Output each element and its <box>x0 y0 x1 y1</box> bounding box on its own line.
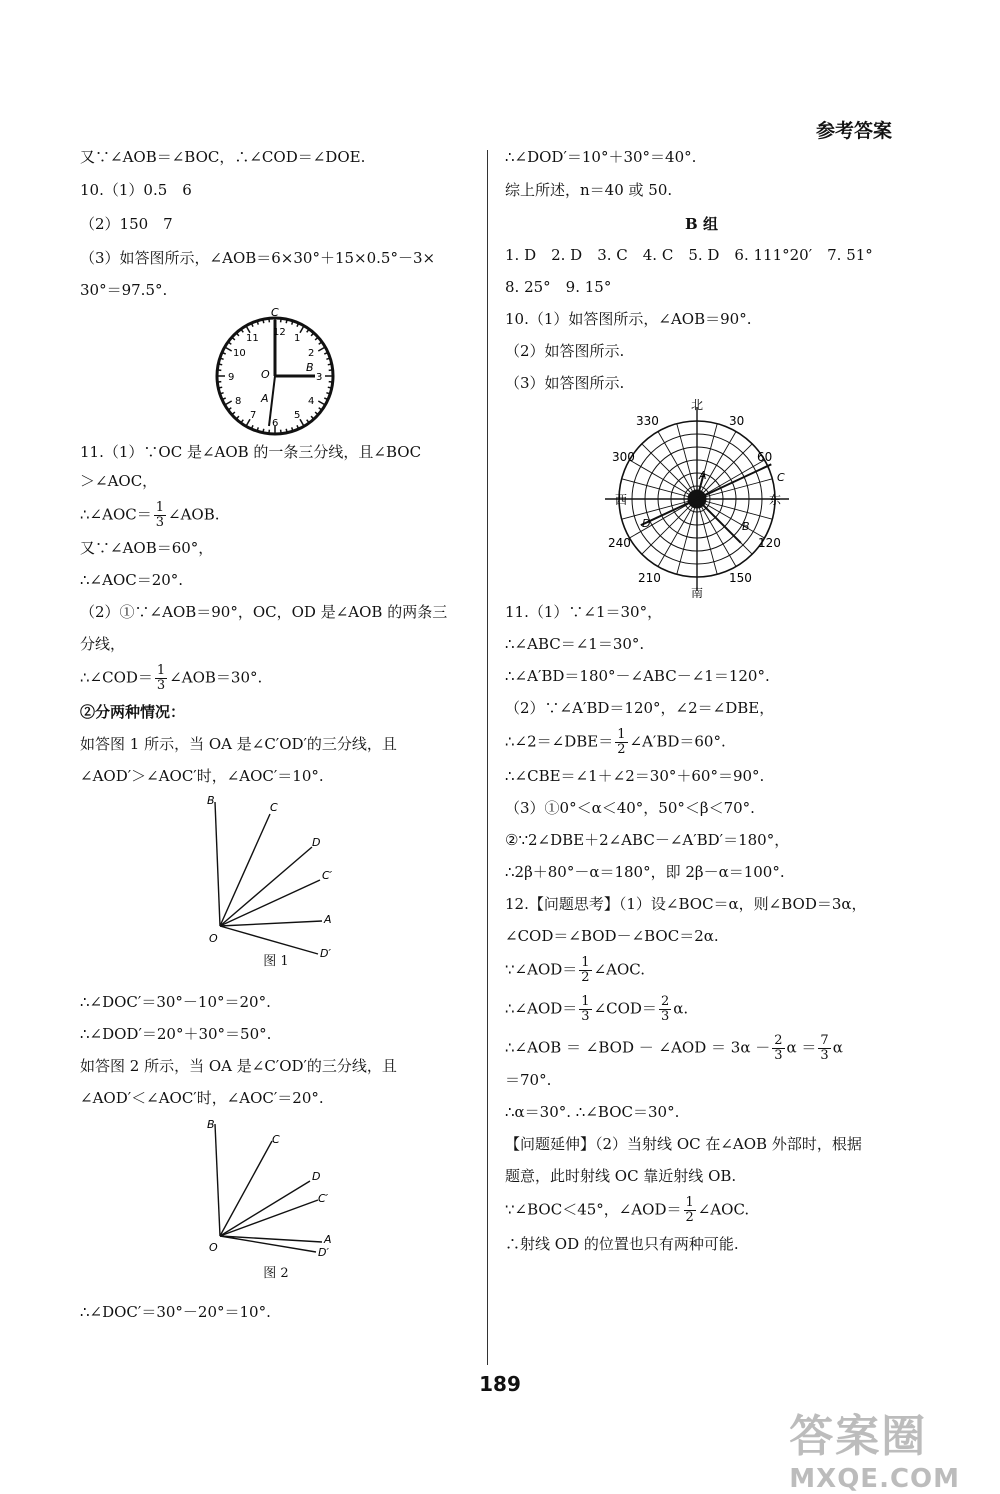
clock-tick <box>219 364 222 365</box>
clock-tick <box>237 334 239 336</box>
label-c-prime: C′ <box>322 869 333 882</box>
clock-label-c: C <box>271 306 279 319</box>
text-line: ∴∠ABC＝∠1＝30°. <box>505 635 898 654</box>
figure-caption: 图 2 <box>80 1264 472 1283</box>
answer-12-2: 【问题延伸】（2）当射线 OC 在∠AOB 外部时，根据 <box>505 1135 898 1154</box>
page-header: 参考答案 <box>816 116 892 143</box>
text-segment: ∠AOB＝30°. <box>169 669 262 687</box>
text-segment: ∠COD＝ <box>594 1000 657 1018</box>
clock-number: 12 <box>273 327 286 338</box>
text-line: ∴∠AOC＝20°. <box>80 571 472 590</box>
clock-number: 4 <box>308 396 314 407</box>
clock-tick <box>257 322 258 325</box>
angle-figure-2 <box>80 1116 472 1256</box>
clock-tick <box>233 338 235 340</box>
fraction: $\frac{1}{3}$ <box>155 664 167 693</box>
clock-number: 1 <box>294 333 300 344</box>
text-line: ∠COD＝∠BOD－∠BOC＝2α. <box>505 927 898 946</box>
text-segment: ∴∠2＝∠DBE＝ <box>505 733 613 751</box>
compass-east: 东 <box>769 493 781 507</box>
clock-number: 7 <box>250 410 256 421</box>
label-d-prime: D′ <box>318 1246 329 1259</box>
text-line <box>505 995 898 1024</box>
clock-tick <box>286 320 287 323</box>
label-o: O <box>209 1241 218 1254</box>
clock-tick <box>221 393 224 394</box>
compass-south: 南 <box>691 585 703 600</box>
fraction: $\frac{7}{3}$ <box>818 1034 830 1063</box>
degree-label: 150 <box>729 571 752 585</box>
text-line: ∠AOD′＜∠AOC′时，∠AOC′＝20°. <box>80 1089 472 1108</box>
ray-ob <box>215 802 220 926</box>
answer-11-1: 11.（1）∵OC 是∠AOB 的一条三分线，且∠BOC <box>80 443 472 462</box>
column-divider <box>487 150 488 1365</box>
clock-tick <box>247 327 251 333</box>
clock-tick <box>315 338 317 340</box>
clock-tick <box>307 420 309 422</box>
compass-west: 西 <box>615 493 627 507</box>
answer-10-1: 10.（1）如答图所示，∠AOB＝90°. <box>505 310 898 329</box>
clock-label-b: B <box>306 361 314 374</box>
clock-tick <box>252 324 253 327</box>
text-line: ∴2β＋80°－α＝180°，即 2β－α＝100°. <box>505 863 898 882</box>
answer-11-2: （2）∵∠A′BD＝120°，∠2＝∠DBE， <box>505 699 898 718</box>
text-line: 题意，此时射线 OC 靠近射线 OB. <box>505 1167 898 1186</box>
clock-number: 8 <box>235 396 241 407</box>
clock-tick <box>300 327 304 333</box>
clock-tick <box>328 387 331 388</box>
text-line <box>80 501 472 530</box>
answer-10-3: （3）如答图所示，∠AOB＝6×30°＋15×0.5°－3× <box>80 249 472 268</box>
text-line <box>505 728 898 757</box>
section-heading: B 组 <box>505 215 898 234</box>
text-line: ∴∠CBE＝∠1＋∠2＝30°＋60°＝90°. <box>505 767 898 786</box>
text-line: 又∵∠AOB＝∠BOC，∴∠COD＝∠DOE. <box>80 148 472 167</box>
label-c: C <box>272 1133 280 1146</box>
text-segment: ∴∠COD＝ <box>80 669 153 687</box>
label-d-prime: D′ <box>320 947 331 960</box>
answer-10-3: （3）如答图所示. <box>505 374 898 393</box>
label-b: B <box>207 794 215 807</box>
clock-tick <box>229 408 231 410</box>
clock-tick <box>319 343 321 345</box>
clock-tick <box>311 334 313 336</box>
degree-label: 120 <box>758 536 781 550</box>
text-line <box>505 956 898 985</box>
clock-tick <box>237 416 239 418</box>
angle-figure-1 <box>80 794 472 944</box>
clock-tick <box>297 425 298 428</box>
clock-tick <box>307 330 309 332</box>
text-segment: ∠AOC. <box>698 1201 749 1219</box>
fraction: $\frac{2}{3}$ <box>659 995 671 1024</box>
clock-number: 10 <box>233 348 246 359</box>
fraction: $\frac{2}{3}$ <box>772 1034 784 1063</box>
clock-tick <box>263 320 264 323</box>
clock-number: 9 <box>228 372 234 383</box>
degree-label: 300 <box>612 450 635 464</box>
text-line: ∴∠A′BD＝180°－∠ABC－∠1＝120°. <box>505 667 898 686</box>
clock-number: 11 <box>246 333 259 344</box>
answer-11-1: 11.（1）∵∠1＝30°， <box>505 603 898 622</box>
text-segment: ∵∠BOC＜45°，∠AOD＝ <box>505 1201 682 1219</box>
clock-number: 5 <box>294 410 300 421</box>
clock-tick <box>242 330 244 332</box>
figure-caption: 图 1 <box>80 952 472 971</box>
fraction: $\frac{1}{3}$ <box>579 995 591 1024</box>
text-line <box>505 1034 898 1063</box>
text-segment: α ＝ <box>787 1039 817 1057</box>
answer-11-3: （3）①0°＜α＜40°，50°＜β＜70°. <box>505 799 898 818</box>
clock-label-o: O <box>261 368 270 381</box>
answer-10-2: （2）如答图所示. <box>505 342 898 361</box>
answer-11-2: （2）①∵∠AOB＝90°，OC，OD 是∠AOB 的两条三 <box>80 603 472 622</box>
text-line: 如答图 1 所示，当 OA 是∠C′OD′的三分线，且 <box>80 735 472 754</box>
clock-tick <box>318 401 324 405</box>
clock-tick <box>223 353 226 354</box>
clock-tick <box>226 401 232 405</box>
text-line: ＝70°. <box>505 1071 898 1090</box>
ray-oc <box>220 1141 272 1236</box>
label-b: B <box>207 1118 215 1131</box>
fraction: $\frac{1}{3}$ <box>154 501 166 530</box>
clock-tick <box>233 412 235 414</box>
watermark-top: 答案圈 <box>789 1400 960 1464</box>
clock-tick <box>229 343 231 345</box>
text-line: ∴∠DOD′＝10°＋30°＝40°. <box>505 148 898 167</box>
text-segment: ∴∠AOD＝ <box>505 1000 577 1018</box>
clock-figure <box>80 308 472 438</box>
text-line: 综上所述，n＝40 或 50. <box>505 181 898 200</box>
text-segment: ∵∠AOD＝ <box>505 961 577 979</box>
fraction: $\frac{1}{2}$ <box>684 1196 696 1225</box>
clock-tick <box>263 429 264 432</box>
text-segment: ∠AOB. <box>168 506 220 524</box>
answer-12-1: 12.【问题思考】（1）设∠BOC＝α，则∠BOD＝3α， <box>505 895 898 914</box>
clock-tick <box>292 322 293 325</box>
clock-tick <box>324 353 327 354</box>
answers-b-8-9: 8. 25° 9. 15° <box>505 278 898 297</box>
clock-number: 3 <box>316 372 322 383</box>
text-line: ∴∠DOC′＝30°－10°＝20°. <box>80 993 472 1012</box>
answer-10-2: （2）150 7 <box>80 215 472 234</box>
degree-label: 30 <box>729 414 744 428</box>
clock-tick <box>286 429 287 432</box>
label-d: D <box>312 1170 320 1183</box>
compass-north: 北 <box>691 398 703 412</box>
clock-tick <box>292 427 293 430</box>
text-line: 分线， <box>80 635 472 654</box>
clock-tick <box>324 398 327 399</box>
label-o: O <box>209 932 218 945</box>
text-line: ∴∠DOD′＝20°＋30°＝50°. <box>80 1025 472 1044</box>
ray-oc <box>220 814 270 926</box>
text-line <box>505 1196 898 1225</box>
clock-tick <box>318 348 324 352</box>
answer-10-1: 10.（1）0.5 6 <box>80 181 472 200</box>
text-line: ∴∠DOC′＝30°－20°＝10°. <box>80 1303 472 1322</box>
text-line: 又∵∠AOB＝60°， <box>80 539 472 558</box>
degree-label: 330 <box>636 414 659 428</box>
left-column <box>80 148 472 1322</box>
degree-label: 210 <box>638 571 661 585</box>
right-column <box>505 148 898 1254</box>
text-segment: ∠A′BD＝60°. <box>630 733 726 751</box>
clock-tick <box>326 358 329 359</box>
clock-tick <box>297 324 298 327</box>
text-line: ＞∠AOC， <box>80 472 472 491</box>
page-number: 189 <box>0 1372 1000 1396</box>
text-line <box>80 664 472 693</box>
ray-ob <box>215 1124 220 1236</box>
point-a: A <box>698 469 707 482</box>
point-c: C <box>777 471 785 484</box>
fraction: $\frac{1}{2}$ <box>579 956 591 985</box>
ray-oc-prime <box>220 880 320 926</box>
degree-label: 240 <box>608 536 631 550</box>
clock-tick <box>223 398 226 399</box>
clock-tick <box>300 419 304 425</box>
text-segment: ∴∠AOB ＝ ∠BOD － ∠AOD ＝ 3α － <box>505 1039 770 1057</box>
text-segment: α. <box>673 1000 688 1018</box>
label-a: A <box>323 1233 332 1246</box>
text-line: ②∵2∠DBE＋2∠ABC－∠A′BD′＝180°， <box>505 831 898 850</box>
ray-od-prime <box>220 926 318 954</box>
clock-tick <box>328 364 331 365</box>
clock-tick <box>257 427 258 430</box>
text-line: ∠AOD′＞∠AOC′时，∠AOC′＝10°. <box>80 767 472 786</box>
text-line: ②分两种情况： <box>80 703 472 722</box>
compass-figure <box>505 397 898 597</box>
clock-tick <box>226 348 232 352</box>
label-a: A <box>323 913 332 926</box>
clock-tick <box>326 393 329 394</box>
text-line: 30°＝97.5°. <box>80 281 472 300</box>
watermark <box>789 1400 960 1494</box>
text-line: 如答图 2 所示，当 OA 是∠C′OD′的三分线，且 <box>80 1057 472 1076</box>
text-segment: ∠AOC. <box>594 961 645 979</box>
clock-number: 2 <box>308 348 314 359</box>
answers-b-1-7: 1. D 2. D 3. C 4. C 5. D 6. 111°20′ 7. 51° <box>505 246 898 265</box>
ray-od <box>220 847 312 926</box>
clock-number: 6 <box>272 418 278 429</box>
text-segment: α <box>833 1039 843 1057</box>
fraction: $\frac{1}{2}$ <box>615 728 627 757</box>
clock-tick <box>319 408 321 410</box>
clock-tick <box>221 358 224 359</box>
clock-tick <box>242 420 244 422</box>
label-c-prime: C′ <box>318 1192 329 1205</box>
clock-tick <box>252 425 253 428</box>
text-segment: ∴∠AOC＝ <box>80 506 152 524</box>
degree-label: 60 <box>757 450 772 464</box>
text-line: ∴α＝30°. ∴∠BOC＝30°. <box>505 1103 898 1122</box>
point-b: B <box>742 520 750 533</box>
clock-tick <box>311 416 313 418</box>
label-d: D <box>312 836 320 849</box>
watermark-bottom: MXQE.COM <box>789 1464 960 1494</box>
text-line: ∴射线 OD 的位置也只有两种可能. <box>505 1235 898 1254</box>
clock-tick <box>219 387 222 388</box>
clock-label-a: A <box>260 392 269 405</box>
point-d: D <box>642 517 650 530</box>
ray-oa <box>220 921 322 926</box>
label-c: C <box>270 801 278 814</box>
clock-tick <box>315 412 317 414</box>
